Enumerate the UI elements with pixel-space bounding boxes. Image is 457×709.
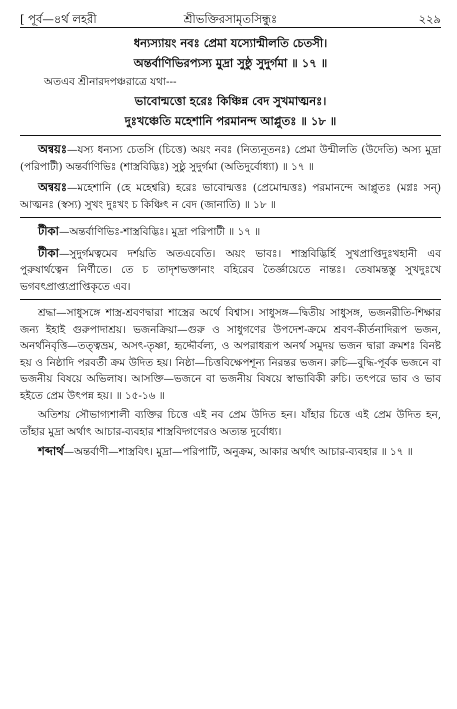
tika-label: টীকা — [38, 224, 59, 238]
anvaya-text: —মহেশানি (হে মহেশ্বরি) হরেঃ ভাবোন্মত্তঃ (প্রেমোন্মত্তঃ) পরমানন্দে আপ্লুতঃ (মগ্নঃ সন্) আত্মনঃ (স্বস্য) সুখং দুঃখং চ কিঞ্চিৎ ন বেদ (জানাতি) ॥ ১৮ ॥ — [20, 182, 441, 211]
shabdartha-text: —অন্তর্বাণী—শাস্ত্রবিৎ। মুদ্রা—পরিপাটি, অনুক্রম, আকার অর্থাৎ আচার-ব্যবহার ॥ ১৭ ॥ — [63, 446, 413, 458]
verse-18 — [20, 91, 441, 131]
shabdartha-label: শব্দার্থ — [38, 444, 64, 458]
section-divider — [20, 217, 441, 218]
verse-17 — [20, 33, 441, 73]
tika-text: —অন্তর্বাণিভিঃ-শাস্ত্রবিদ্ভিঃ। মুদ্রা পরিপাটী ॥ ১৭ ॥ — [58, 226, 261, 238]
anvaya-17 — [20, 141, 441, 175]
anvaya-label: অন্বয়ঃ — [38, 180, 67, 194]
tika-label: টীকা — [38, 245, 59, 260]
page-header — [20, 6, 441, 28]
anvaya-18 — [20, 179, 441, 213]
verse-line: ধন্যস্যায়ং নবঃ প্রেমা যস্যোন্মীলতি চেতসী। — [133, 36, 328, 50]
anvaya-text: —যস্য ধন্যস্য চেতসি (চিত্তে) অয়ং নবঃ (নিত্যনূতনঃ) প্রেমা উন্মীলতি (উদেতি) অস্য মুদ্রা (পরিপাটী) অন্তর্বাণিভিঃ (শাস্ত্রবিদ্ভিঃ) সুষ্ঠু সুদুর্গমা (অতিদুর্বোধ্যা) ॥ ১৭ ॥ — [20, 144, 441, 173]
chapter-label: [ পূর্ব—৪র্থ লহরী — [20, 12, 97, 26]
shabdartha — [20, 443, 441, 461]
verse-line: অন্তর্বাণিভিরপ্যস্য মুদ্রা সুষ্ঠু সুদুর্গমা ॥ ১৭ ॥ — [133, 56, 328, 70]
book-title: শ্রীভক্তিরসামৃতসিন্ধুঃ — [183, 12, 278, 26]
section-divider — [20, 135, 441, 136]
anvaya-label: অন্বয়ঃ — [38, 142, 67, 156]
verse-intro: অতএব শ্রীনারদপঞ্চরাত্রে যথা--- — [44, 76, 177, 88]
tika-17 — [20, 223, 441, 241]
tika-text: —সুদুর্গমত্বমেব দর্শয়তি অতএবেতি। অয়ং ভাবঃ। শাস্ত্রবিদ্ভির্হি সুখপ্রাপ্তিদুঃখহানী এব পুরুষার্থত্বেন নির্ণীতে। তে চ তাদৃশভক্তানাং বহিরেব তৈর্জ্ঞায়েতে নান্তঃ। তেষামন্তস্তু সুখদুঃখে ভগবৎপ্রাপ্ত্যপ্রাপ্তিকৃতে এব। — [20, 247, 441, 293]
commentary-paragraph: অতিশয় সৌভাগ্যশালী ব্যক্তির চিত্তে এই নব প্রেম উদিত হন। যাঁহার চিত্তে এই প্রেম উদিত হন, তাঁহার মুদ্রা অর্থাৎ আচার-ব্যবহার শাস্ত্রবিদ্গণেরও অত্যন্ত দুর্বোধ্য। — [20, 409, 441, 438]
verse-line: দুঃখঞ্চেতি মহেশানি পরমানন্দ আপ্লুতঃ ॥ ১৮ ॥ — [124, 114, 337, 128]
commentary-paragraph: শ্রদ্ধা—সাধুসঙ্গে শাস্ত্র-শ্রবণদ্বারা শাস্ত্রের অর্থে বিশ্বাস। সাধুসঙ্গ—দ্বিতীয় সাধুসঙ্গ, ভজনরীতি-শিক্ষার জন্য ইহাই গুরুপাদাশ্রয়। ভজনক্রিয়া—গুরু ও সাধুগণের উপদেশ-ক্রমে শ্রবণ-কীর্তনাদিরূপ ভজন, অনর্থনিবৃত্তি—তত্ত্বভ্রম, অসৎ-তৃষ্ণা, হৃদ্দৌর্বল্য, ও অপরাধরূপ অনর্থ সমুদয় ভজন দ্বারা ক্রমশঃ বিনষ্ট হয় ও নিষ্ঠাদি পরবর্তী ক্রম উদিত হয়। নিষ্ঠা—চিত্তবিক্ষেপশূন্য নিরন্তর ভজন। রুচি—বুদ্ধি-পূর্বক ভজনে বা ভজনীয় বিষয়ে অভিলাষ। আসক্তি—ভজনে বা ভজনীয় বিষয়ে স্বাভাবিকী রুচি। তৎপরে ভাব ও ভাব হইতে প্রেম উৎপন্ন হয়। ॥ ১৫-১৬ ॥ — [20, 307, 441, 402]
tika-18 — [20, 245, 441, 296]
verse-line: ভাবোন্মত্তো হরেঃ কিঞ্চিন্ন বেদ সুখমাত্মনঃ। — [134, 94, 327, 108]
page-number: ২২৯ — [418, 12, 441, 26]
section-divider — [20, 299, 441, 300]
